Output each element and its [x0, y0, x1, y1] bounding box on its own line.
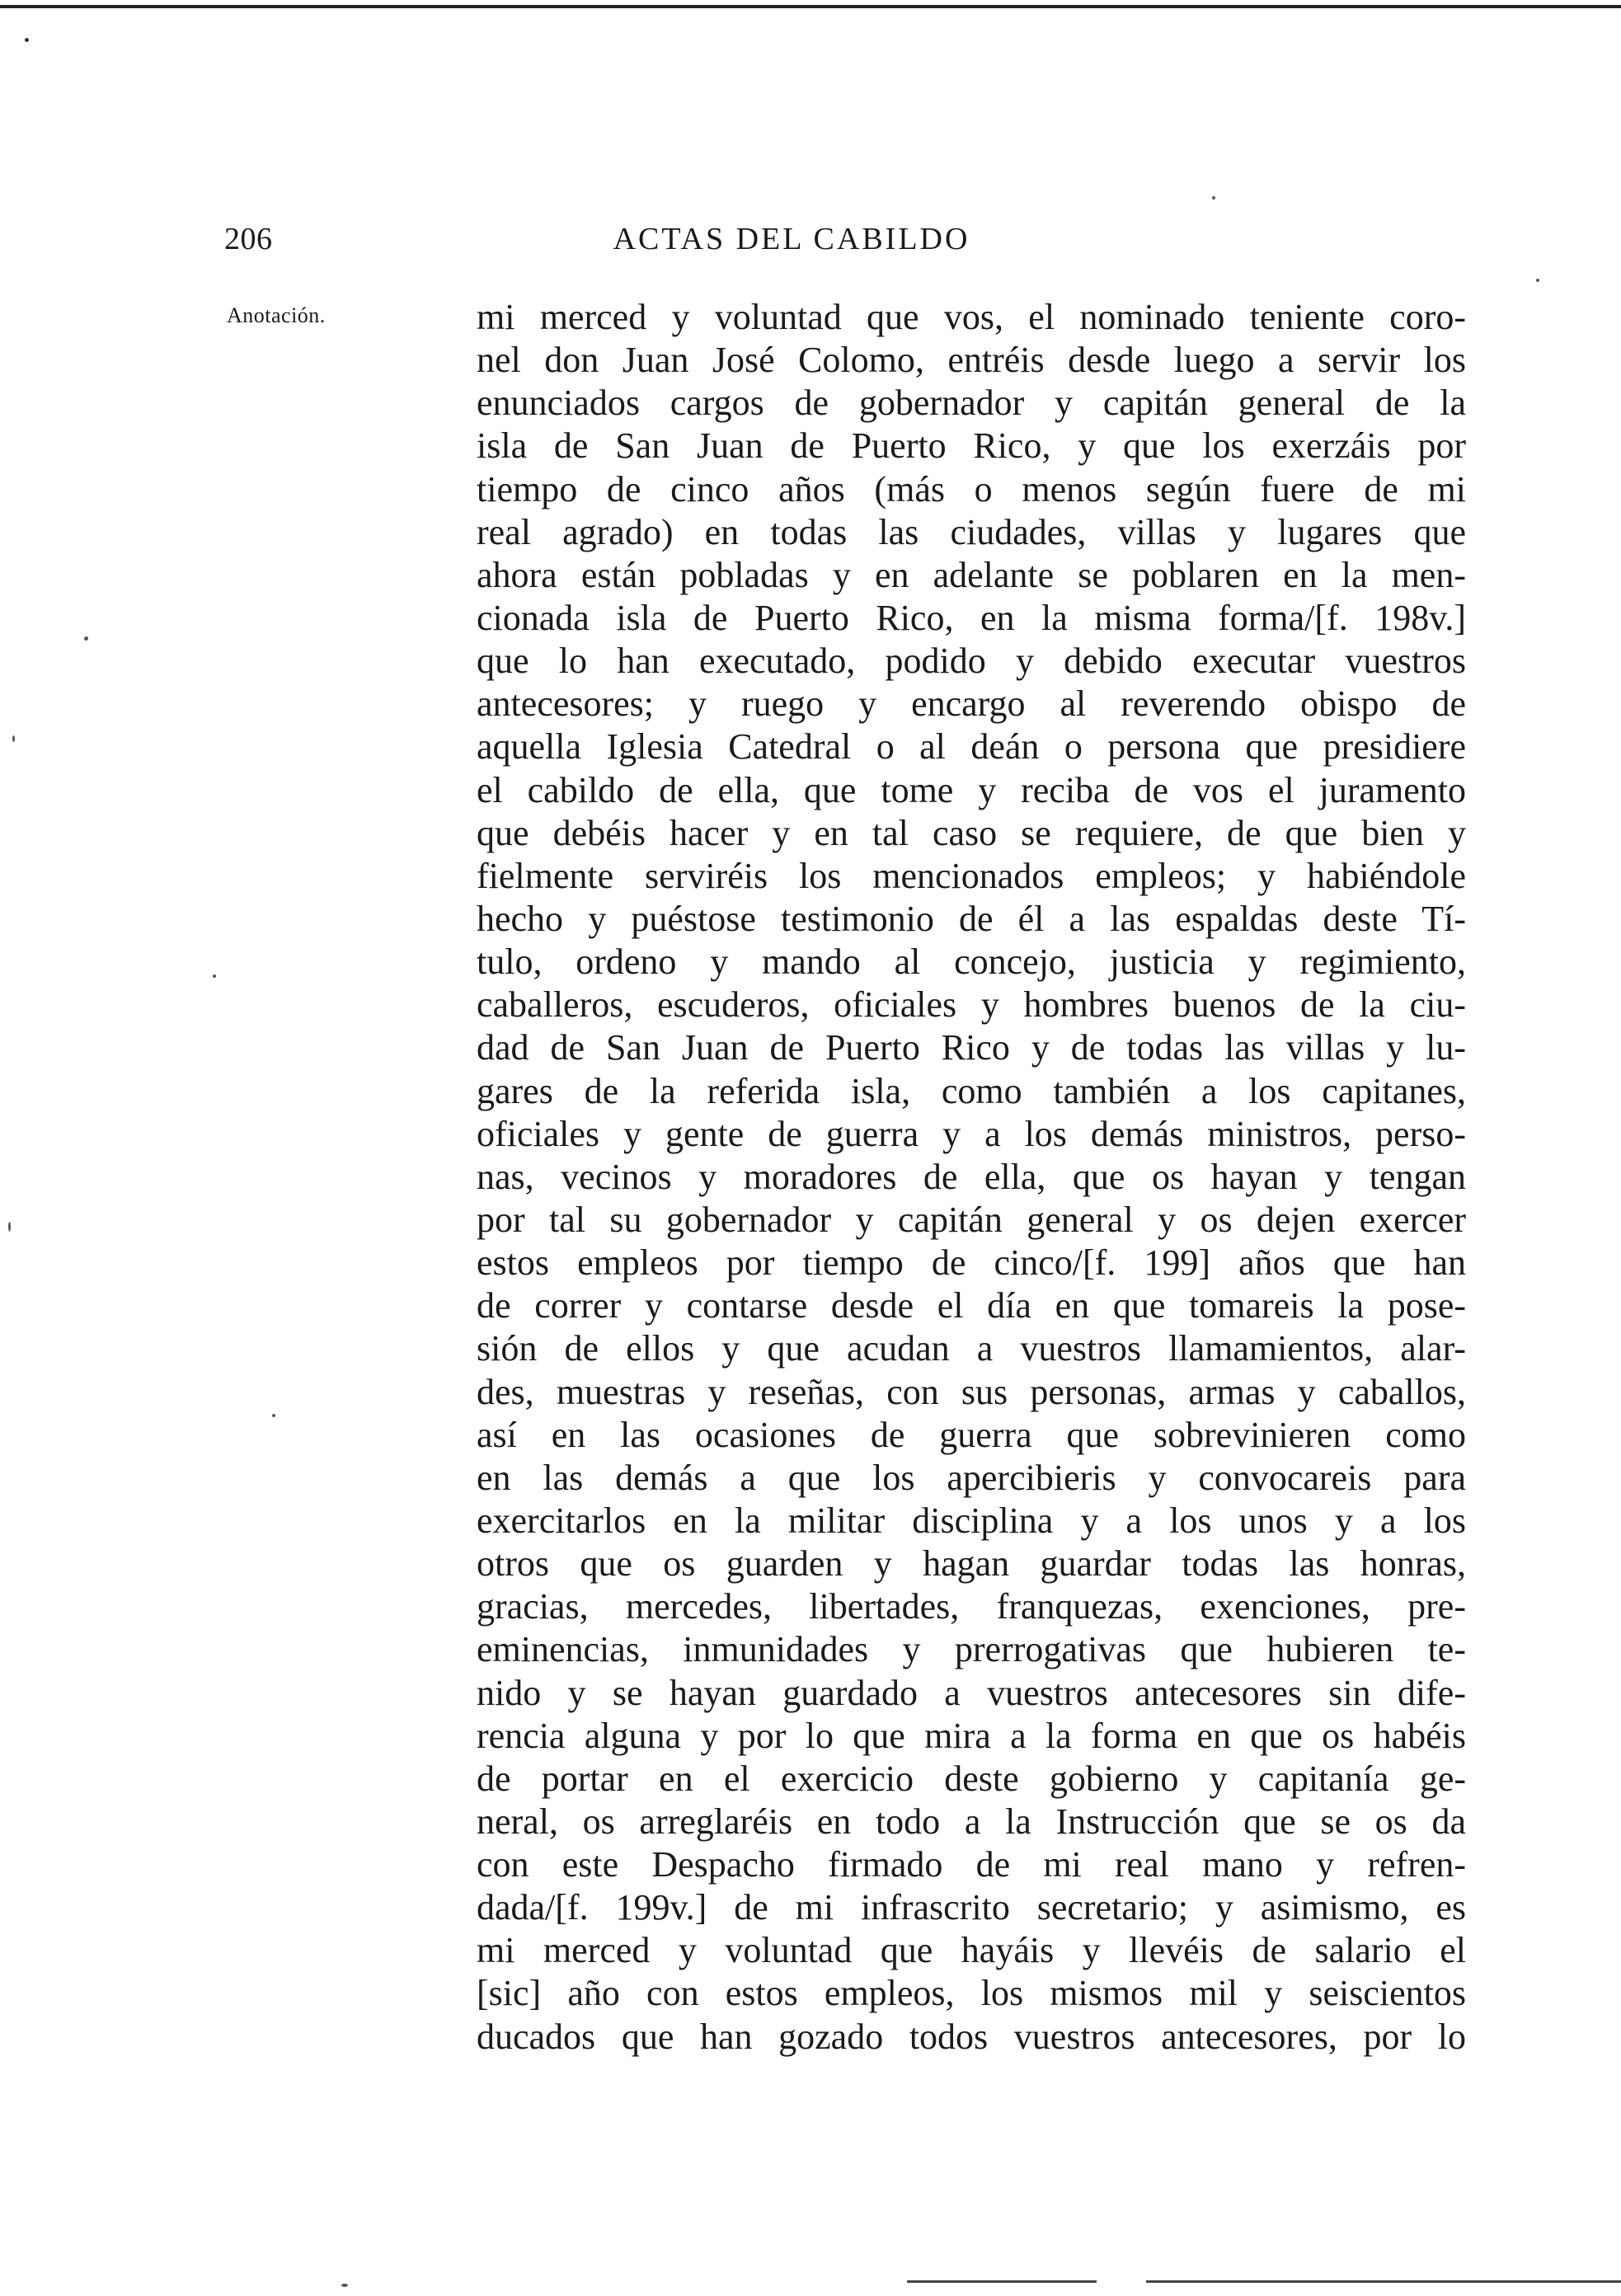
text-line: enunciados cargos de gobernador y capitán general de la	[477, 383, 1466, 424]
text-line: por tal su gobernador y capitán general y os dejen exercer	[477, 1199, 1466, 1240]
page-number: 206	[224, 222, 273, 256]
text-line: que debéis hacer y en tal caso se requiere, de que bien y	[477, 812, 1466, 853]
bottom-scan-rule	[907, 2280, 1097, 2283]
text-line: en las demás a que los apercibieris y convocareis para	[477, 1457, 1466, 1498]
text-line: mi merced y voluntad que vos, el nominado teniente coro-	[477, 297, 1466, 337]
scan-speck	[12, 735, 15, 742]
text-line: antecesores; y ruego y encargo al reverendo obispo de	[477, 683, 1466, 725]
text-line: que lo han executado, podido y debido executar vuestros	[477, 641, 1466, 682]
text-line: real agrado) en todas las ciudades, villas y lugares que	[477, 511, 1466, 552]
text-line: dad de San Juan de Puerto Rico y de todas las villas y lu-	[477, 1027, 1466, 1068]
text-line: nel don Juan José Colomo, entréis desde luego a servir los	[477, 340, 1466, 381]
text-line: dada/[f. 199v.] de mi infrascrito secretario; y asimismo, es	[477, 1887, 1466, 1928]
bottom-scan-rule	[1146, 2280, 1621, 2283]
text-line: oficiales y gente de guerra y a los demás ministros, perso-	[477, 1113, 1466, 1154]
scan-speck	[1212, 196, 1215, 200]
text-line: sión de ellos y que acudan a vuestros llamamientos, alar-	[477, 1328, 1466, 1369]
body-text	[477, 296, 1466, 2059]
text-line: mi merced y voluntad que hayáis y llevéis de salario el	[477, 1930, 1466, 1971]
text-line: exercitarlos en la militar disciplina y a los unos y a los	[477, 1500, 1466, 1541]
text-line: caballeros, escuderos, oficiales y hombres buenos de la ciu-	[477, 984, 1466, 1026]
text-line: así en las ocasiones de guerra que sobrevinieren como	[477, 1414, 1466, 1455]
text-line: tulo, ordeno y mando al concejo, justicia y regimiento,	[477, 941, 1466, 983]
scan-speck	[25, 38, 29, 42]
text-line: de correr y contarse desde el día en que tomareis la pose-	[477, 1285, 1466, 1326]
text-line: isla de San Juan de Puerto Rico, y que los exerzáis por	[477, 425, 1466, 467]
text-line: [sic] año con estos empleos, los mismos mil y seiscientos	[477, 1973, 1466, 2014]
text-line: estos empleos por tiempo de cinco/[f. 199] años que han	[477, 1242, 1466, 1284]
text-line: con este Despacho firmado de mi real mano y refren-	[477, 1844, 1466, 1885]
text-line: gares de la referida isla, como también a los capitanes,	[477, 1070, 1466, 1111]
running-head: ACTAS DEL CABILDO	[613, 222, 970, 256]
text-line: gracias, mercedes, libertades, franquezas, exenciones, pre-	[477, 1586, 1466, 1627]
top-border-rule	[0, 5, 1621, 8]
text-line: neral, os arreglaréis en todo a la Instrucción que se os da	[477, 1801, 1466, 1842]
scan-speck	[341, 2284, 348, 2287]
scan-speck	[1536, 279, 1539, 282]
scan-speck	[84, 636, 88, 641]
text-line: el cabildo de ella, que tome y reciba de vos el juramento	[477, 769, 1466, 810]
text-line: otros que os guarden y hagan guardar todas las honras,	[477, 1543, 1466, 1585]
scan-speck	[213, 974, 216, 978]
text-line: de portar en el exercicio deste gobierno y capitanía ge-	[477, 1758, 1466, 1799]
text-line: tiempo de cinco años (más o menos según fuere de mi	[477, 468, 1466, 509]
text-line: rencia alguna y por lo que mira a la forma en que os habéis	[477, 1715, 1466, 1756]
text-line: eminencias, inmunidades y prerrogativas que hubieren te-	[477, 1629, 1466, 1670]
text-line: nas, vecinos y moradores de ella, que os hayan y tengan	[477, 1156, 1466, 1197]
text-line: nido y se hayan guardado a vuestros antecesores sin dife-	[477, 1672, 1466, 1713]
text-line: aquella Iglesia Catedral o al deán o persona que presidiere	[477, 726, 1466, 768]
text-line: hecho y puéstose testimonio de él a las espaldas deste Tí-	[477, 898, 1466, 939]
margin-note: Anotación.	[227, 303, 326, 327]
text-line: des, muestras y reseñas, con sus personas, armas y caballos,	[477, 1371, 1466, 1412]
text-line: fielmente serviréis los mencionados empleos; y habiéndole	[477, 855, 1466, 896]
text-line: ducados que han gozado todos vuestros antecesores, por lo	[477, 2016, 1466, 2057]
scan-speck	[272, 1414, 275, 1417]
text-line: ahora están pobladas y en adelante se poblaren en la men-	[477, 554, 1466, 595]
scan-speck	[8, 1222, 11, 1232]
text-line: cionada isla de Puerto Rico, en la misma forma/[f. 198v.]	[477, 597, 1466, 638]
